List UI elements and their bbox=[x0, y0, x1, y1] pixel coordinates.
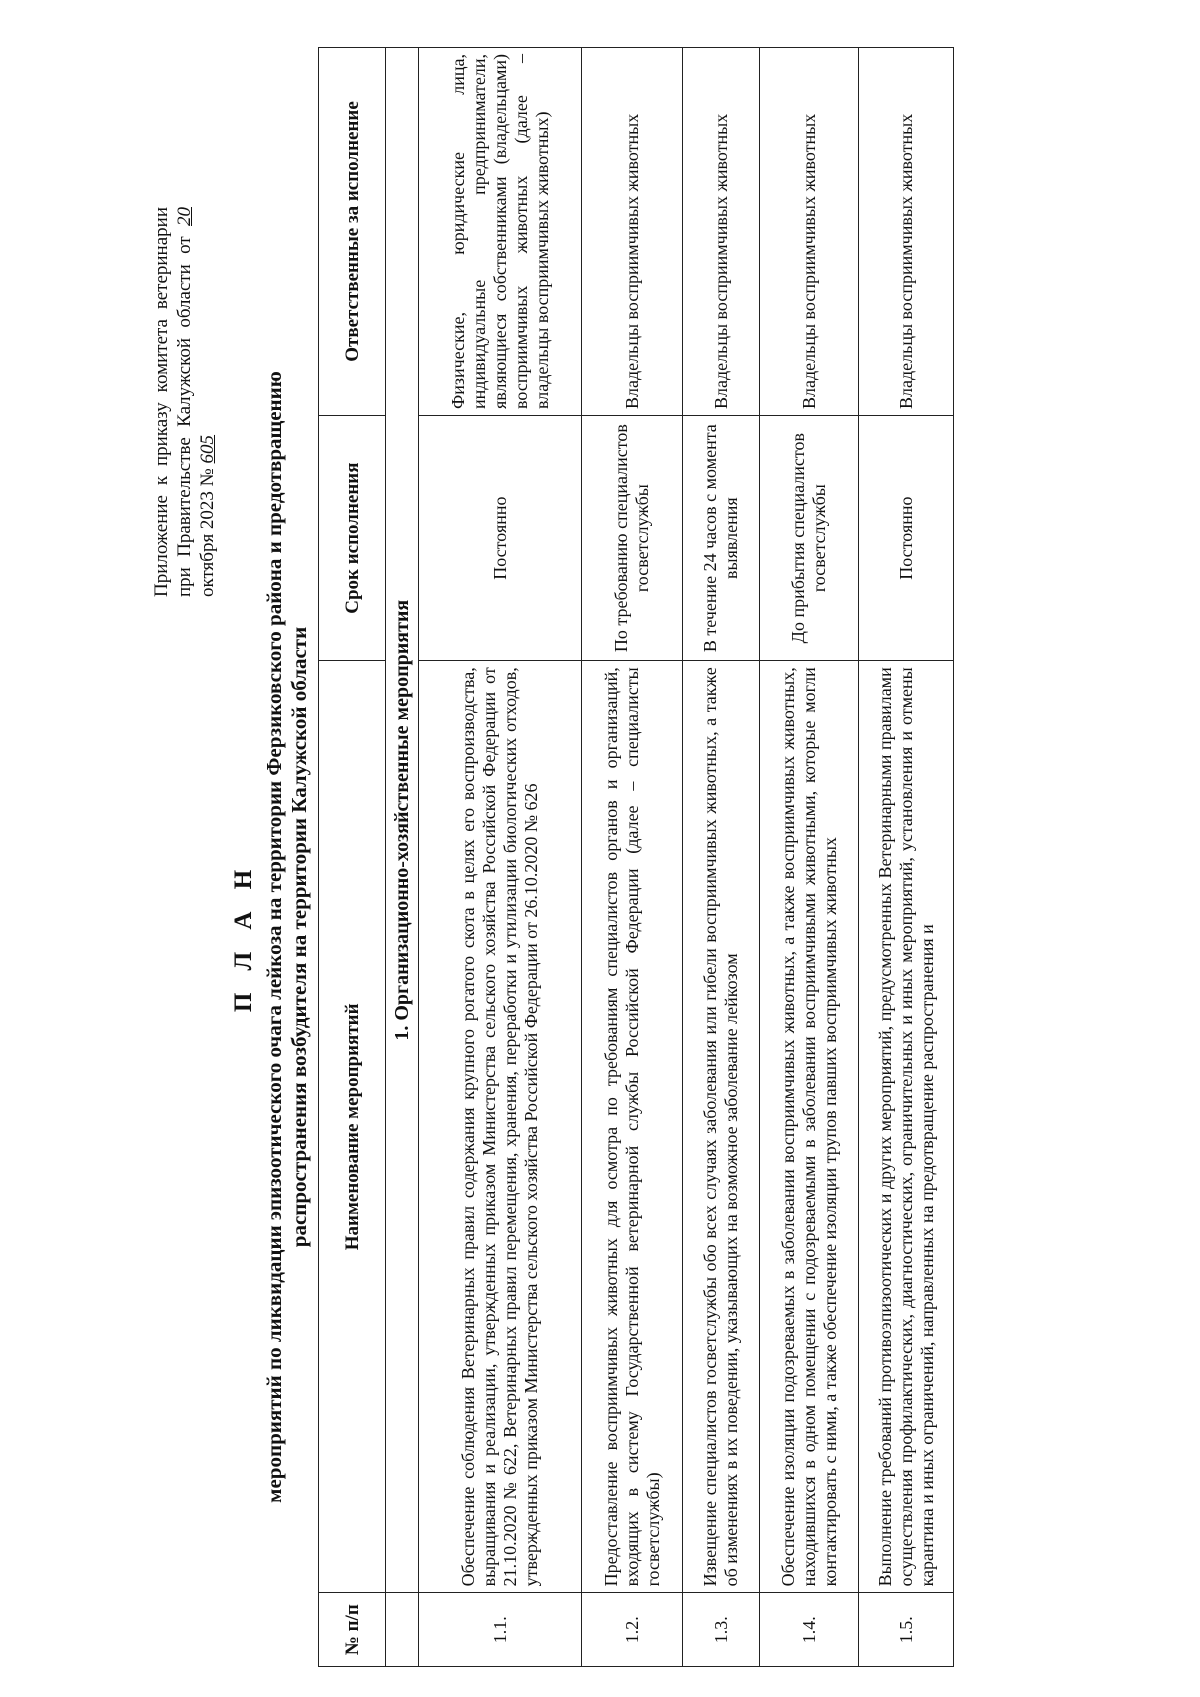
header-term: Срок исполнения bbox=[319, 415, 386, 660]
row-term: В течение 24 часов с момента выявления bbox=[683, 415, 760, 660]
appendix-line2-prefix: Калужской области от bbox=[174, 236, 195, 427]
header-name: Наименование мероприятий bbox=[319, 661, 386, 1593]
row-name: Выполнение требований противоэпизоотических и других мероприятий, предусмотренных Ветеринарными правилами осуществления профилактических, диагностических, ограничительных и иных мероприятий, установления и отмены карантина и иных ограничений, направленных на предотвращение распространения и bbox=[859, 661, 954, 1593]
table-row bbox=[582, 48, 683, 1667]
appendix-note bbox=[150, 207, 219, 597]
header-resp: Ответственные за исполнение bbox=[319, 48, 386, 416]
row-resp: Владельцы восприимчивых животных bbox=[683, 48, 760, 416]
table-row bbox=[760, 48, 859, 1667]
row-num: 1.2. bbox=[582, 1593, 683, 1667]
row-resp: Владельцы восприимчивых животных bbox=[760, 48, 859, 416]
row-resp: Владельцы восприимчивых животных bbox=[859, 48, 954, 416]
row-name: Извещение специалистов госветслужбы обо всех случаях заболевания или гибели восприимчивых животных, а также об изменениях в их поведении, указывающих на возможное заболевание лейкозом bbox=[683, 661, 760, 1593]
subtitle-line1: мероприятий по ликвидации эпизоотического очага лейкоза на территории Ферзиковского района и предотвращению bbox=[262, 371, 286, 1503]
subtitle-line2: распространения возбудителя на территории Калужской области bbox=[287, 626, 311, 1248]
row-term: По требованию специалистов госветслужбы bbox=[582, 415, 683, 660]
section-title: 1. Организационно-хозяйственные мероприятия bbox=[386, 48, 419, 1593]
header-num: № п/п bbox=[319, 1593, 386, 1667]
row-name: Обеспечение соблюдения Ветеринарных правил содержания крупного рогатого скота в целях его воспроизводства, выращивания и реализации, утвержденных приказом Министерства сельского хозяйства Российской Федерации от 21.10.2020 № 622, Ветеринарных правил перемещения, хранения, переработки и утилизации биологических отходов, утвержденных приказом Министерства сельского хозяйства Российской Федерации от 26.10.2020 № 626 bbox=[419, 661, 582, 1593]
row-num: 1.4. bbox=[760, 1593, 859, 1667]
row-term: До прибытия специалистов госветслужбы bbox=[760, 415, 859, 660]
appendix-line1: Приложение к приказу комитета ветеринарии при Правительстве bbox=[151, 207, 195, 597]
appendix-number: 605 bbox=[197, 434, 218, 464]
plan-table bbox=[318, 47, 954, 1667]
appendix-day: 20 bbox=[174, 207, 195, 226]
row-num: 1.1. bbox=[419, 1593, 582, 1667]
document-subtitle bbox=[262, 327, 312, 1547]
row-resp: Владельцы восприимчивых животных bbox=[582, 48, 683, 416]
row-term: Постоянно bbox=[419, 415, 582, 660]
table-row bbox=[419, 48, 582, 1667]
section-row bbox=[386, 48, 419, 1667]
row-name: Обеспечение изоляции подозреваемых в заболевании восприимчивых животных, а также восприимчивых животных, находившихся в одном помещении с подозреваемыми в заболевании восприимчивыми животными, которые могли контактировать с ними, а также обеспечение изоляции трупов павших восприимчивых животных bbox=[760, 661, 859, 1593]
table-header-row bbox=[319, 48, 386, 1667]
row-resp: Физические, юридические лица, индивидуальные предприниматели, являющиеся собственниками (владельцами) восприимчивых животных (далее – владельцы восприимчивых животных) bbox=[419, 48, 582, 416]
table-row bbox=[859, 48, 954, 1667]
row-num: 1.3. bbox=[683, 1593, 760, 1667]
appendix-month-year: октября 2023 № bbox=[197, 468, 218, 597]
row-name: Предоставление восприимчивых животных для осмотра по требованиям специалистов органов и организаций, входящих в систему Государственной ветеринарной службы Российской Федерации (далее – специалисты госветслужбы) bbox=[582, 661, 683, 1593]
row-num: 1.5. bbox=[859, 1593, 954, 1667]
rotated-sheet bbox=[0, 37, 1140, 1697]
document-title: П Л А Н bbox=[230, 861, 257, 1013]
table-row bbox=[683, 48, 760, 1667]
row-term: Постоянно bbox=[859, 415, 954, 660]
